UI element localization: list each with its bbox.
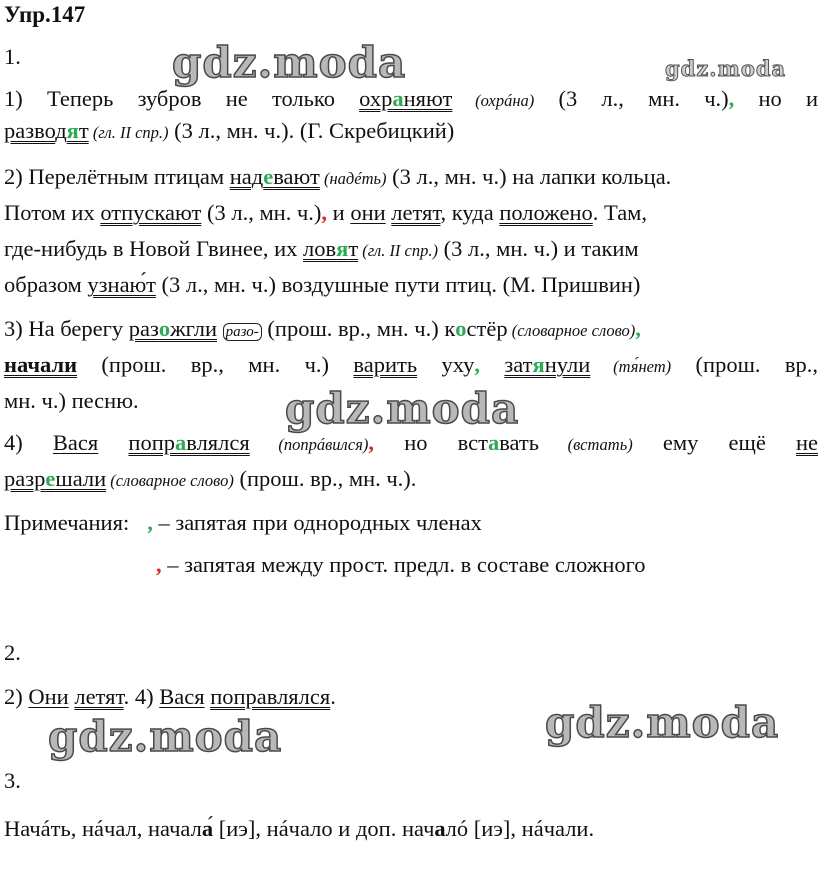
- section-3-number: 3.: [4, 768, 21, 793]
- sentence-3-line-3: мн. ч.) песню.: [4, 388, 139, 413]
- word-zatyanuli: затянули: [504, 352, 591, 377]
- sentence-4-line-2: разрешали (словарное слово) (прош. вр., мн. ч.).: [4, 466, 417, 491]
- sentence-1-line-2: разводят (гл. II спр.) (3 л., мн. ч.). (Г. Скребицкий): [4, 118, 455, 143]
- sentence-3-line-1: 3) На берегу разожгли разо- (прош. вр., мн. ч.) костёр (словарное слово),: [4, 316, 641, 341]
- morpheme-box: разо-: [223, 323, 262, 341]
- word-popravlyalsya: поправлялся: [128, 430, 250, 455]
- watermark-2: gdz.moda: [665, 56, 787, 81]
- section-2-number: 2.: [4, 640, 21, 665]
- sentence-3-line-2: начали (прош. вр., мн. ч.) варить уху, затянули (тя́нет) (прош. вр.,: [4, 352, 819, 377]
- note-red-comma: ,: [156, 552, 162, 577]
- word-lovyat: ловят: [303, 236, 359, 261]
- word-razozhgli: разожгли: [128, 316, 217, 341]
- watermark-1: gdz.moda: [172, 38, 407, 87]
- green-comma: ,: [728, 86, 735, 111]
- section-1-number: 1.: [4, 44, 21, 69]
- section-2-line: 2) Они летят. 4) Вася поправлялся.: [4, 684, 336, 709]
- sentence-2-line-1: 2) Перелётным птицам надевают (надéть) (3 л., мн. ч.) на лапки кольца.: [4, 164, 672, 189]
- word-razreshali: разрешали: [4, 466, 107, 491]
- notes-line-2: , – запятая между прост. предл. в составе сложного: [156, 552, 646, 577]
- word-ohranyayut: охраняют: [359, 86, 453, 111]
- exercise-title: Упр.147: [4, 2, 86, 27]
- sentence-2-line-2: Потом их отпускают (3 л., мн. ч.), и они летят, куда положено. Там,: [4, 200, 648, 225]
- sentence-2-line-3: где-нибудь в Новой Гвинее, их ловят (гл. II спр.) (3 л., мн. ч.) и таким: [4, 236, 639, 261]
- note-green-comma: ,: [147, 510, 153, 535]
- section-3-line: Начáть, нáчал, начала́ [иэ], нáчало и доп. началó [иэ], нáчали.: [4, 816, 595, 841]
- watermark-4: gdz.moda: [545, 698, 780, 747]
- sentence-1-line-1: 1) Теперь зубров не только охраняют (охрáна) (3 л., мн. ч.), но и: [4, 86, 819, 111]
- notes-line-1: Примечания: , – запятая при однородных членах: [4, 510, 482, 535]
- sentence-2-line-4: образом узнаю́т (3 л., мн. ч.) воздушные пути птиц. (М. Пришвин): [4, 272, 641, 297]
- word-razvodyat: разводят: [4, 118, 89, 143]
- word-nadevayut: надевают: [229, 164, 320, 189]
- watermark-3: gdz.moda: [285, 384, 520, 433]
- watermark-5: gdz.moda: [48, 712, 283, 761]
- sentence-4-line-1: 4) Вася поправлялся (попрáвился), но вставать (встать) ему ещё не: [4, 430, 818, 455]
- red-comma: ,: [321, 200, 328, 225]
